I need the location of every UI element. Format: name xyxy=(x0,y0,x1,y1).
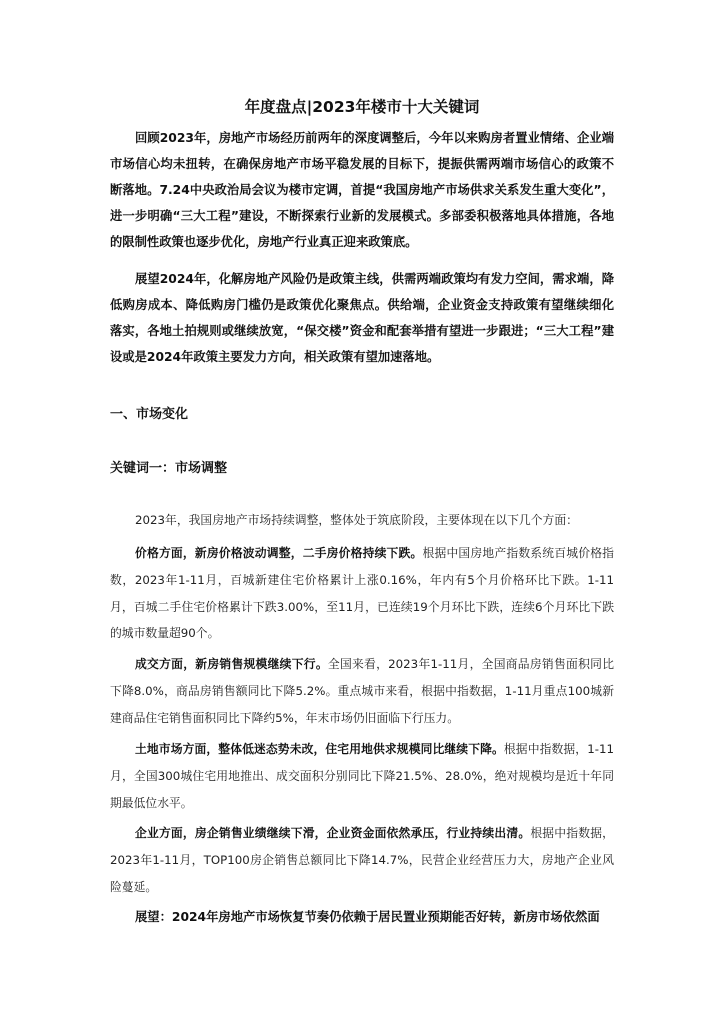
deal-text: 全国来看，2023年1-11月，全国商品房销售面积同比下降8.0%，商品房销售额同比下降5.2%。重点城市来看，根据中指数据，1-11月重点100城新建商品住宅销售面积同比下降约5%，年末市场仍旧面临下行压力。 xyxy=(110,657,614,725)
land-text: 根据中指数据，1-11月，全国300城住宅用地推出、成交面积分别同比下降21.5%、28.0%，绝对规模均是近十年同期最低位水平。 xyxy=(110,742,614,810)
enterprise-paragraph xyxy=(110,820,614,900)
intro-review-paragraph: 回顾2023年，房地产市场经历前两年的深度调整后，今年以来购房者置业情绪、企业端市场信心均未扭转，在确保房地产市场平稳发展的目标下，提振供需两端市场信心的政策不断落地。7.24中央政治局会议为楼市定调，首提“我国房地产市场供求关系发生重大变化”，进一步明确“三大工程”建设，不断探索行业新的发展模式。多部委积极落地具体措施，各地的限制性政策也逐步优化，房地产行业真正迎来政策底。 xyxy=(110,131,614,249)
price-text: 根据中国房地产指数系统百城价格指数，2023年1-11月，百城新建住宅价格累计上涨0.16%，年内有5个月价格环比下跌。1-11月，百城二手住宅价格累计下跌3.00%，至11月，已连续19个月环比下跌，连续6个月环比下跌的城市数量超90个。 xyxy=(110,546,614,641)
market-lead-paragraph: 2023年，我国房地产市场持续调整，整体处于筑底阶段，主要体现在以下几个方面： xyxy=(135,513,578,527)
outlook-paragraph: 展望：2024年房地产市场恢复节奏仍依赖于居民置业预期能否好转，新房市场依然面 xyxy=(135,910,600,924)
enterprise-lead-bold: 企业方面，房企销售业绩继续下滑，企业资金面依然承压，行业持续出清。 xyxy=(135,826,531,840)
keyword-heading: 关键词一：市场调整 xyxy=(110,461,228,476)
enterprise-text: 根据中指数据，2023年1-11月，TOP100房企销售总额同比下降14.7%，民营企业经营压力大，房地产企业风险蔓延。 xyxy=(110,826,614,894)
land-lead-bold: 土地市场方面，整体低迷态势未改，住宅用地供求规模同比继续下降。 xyxy=(135,742,504,756)
section-heading: 一、市场变化 xyxy=(110,407,189,422)
price-lead-bold: 价格方面，新房价格波动调整，二手房价格持续下跌。 xyxy=(135,546,423,560)
deal-lead-bold: 成交方面，新房销售规模继续下行。 xyxy=(135,657,328,671)
land-paragraph xyxy=(110,736,614,816)
page-title: 年度盘点|2023年楼市十大关键词 xyxy=(244,98,480,116)
intro-outlook-paragraph: 展望2024年，化解房地产风险仍是政策主线，供需两端政策均有发力空间，需求端，降低购房成本、降低购房门槛仍是政策优化聚焦点。供给端，企业资金支持政策有望继续细化落实，各地土拍规则或继续放宽，“保交楼”资金和配套举措有望进一步跟进；“三大工程”建设或是2024年政策主要发力方向，相关政策有望加速落地。 xyxy=(110,272,614,364)
deal-paragraph xyxy=(110,651,614,731)
price-paragraph xyxy=(110,540,614,647)
